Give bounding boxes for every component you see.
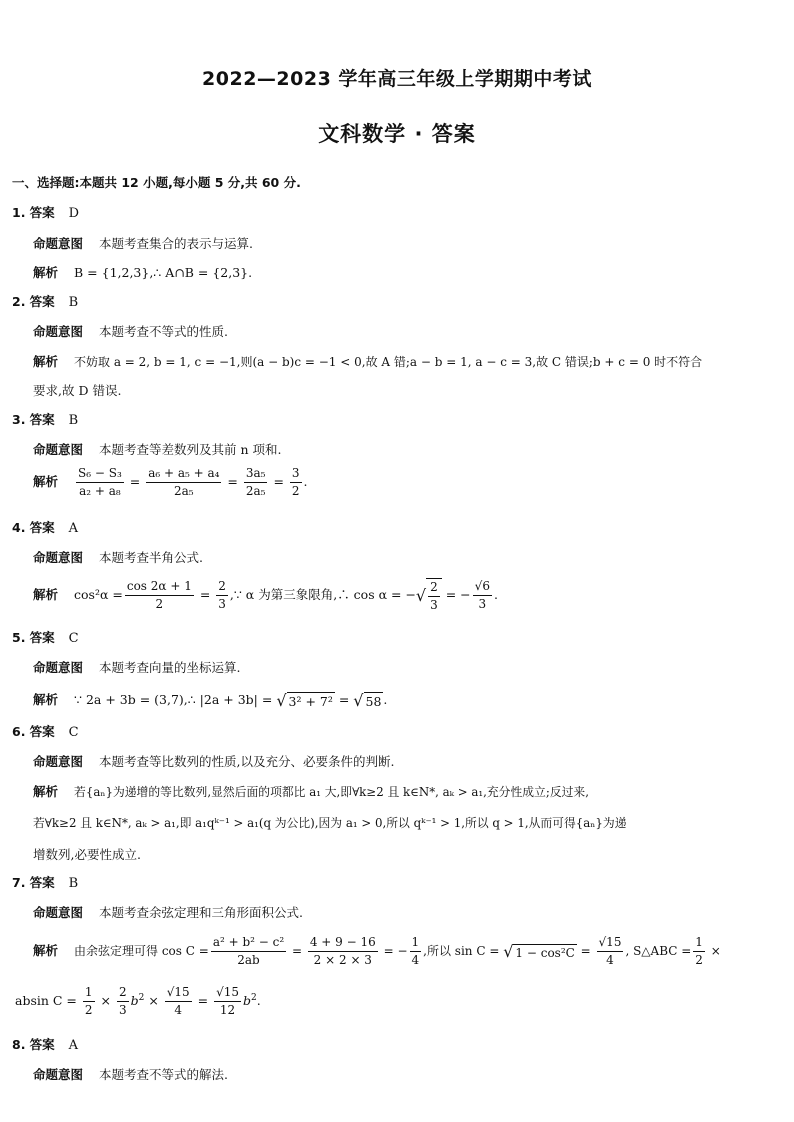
question-2-answer: 2. 答案 B xyxy=(12,294,79,310)
question-6-analysis-cont: 若∀k≥2 且 k∈N*, aₖ > a₁,即 a₁qᵏ⁻¹ > a₁(q 为公比),因为 a₁ > 0,所以 qᵏ⁻¹ > 1,所以 q > 1,从而可得{aₙ}为递 xyxy=(33,816,627,830)
answer-value: D xyxy=(68,206,80,221)
section-heading: 一、选择题:本题共 12 小题,每小题 5 分,共 60 分. xyxy=(12,175,301,190)
fraction: $\frac{4 + 9 - 16}{2 \times 2 \times 3}$ xyxy=(309,935,376,967)
fraction: $\frac{√15}{12}$ xyxy=(216,985,240,1017)
fraction: $\frac{3}{2}$ xyxy=(291,466,300,498)
fraction: $\frac{√15}{4}$ xyxy=(166,985,190,1017)
question-7-intent: 命题意图 本题考查余弦定理和三角形面积公式. xyxy=(33,905,303,920)
square-root: √ 3² + 7² xyxy=(276,691,333,710)
exam-title: 2022—2023 学年高三年级上学期期中考试 xyxy=(202,68,592,90)
question-5-intent: 命题意图 本题考查向量的坐标运算. xyxy=(33,660,241,675)
square-root: √ 1 − cos²C xyxy=(503,942,575,961)
question-6-intent: 命题意图 本题考查等比数列的性质,以及充分、必要条件的判断. xyxy=(33,754,395,769)
question-4-analysis: 解析 cos²α = $\frac{\cos 2\alpha + 1}{2}$ = $\frac{2}{3}$ ,∵ α 为第三象限角,∴ cos α = −√ $\frac{2}{3}$ = − $\frac{√6}{3}$ . xyxy=(33,579,498,612)
question-7-analysis-cont: absin C = $\frac{1}{2}$ × $\frac{2}{3}$ $b^2$ × $\frac{√15}{4}$ = $\frac{√15}{12}$ $b^2$. xyxy=(15,985,261,1017)
square-root: √ 58 xyxy=(353,691,382,710)
question-2-analysis: 解析 不妨取 a = 2, b = 1, c = −1,则(a − b)c = −1 < 0,故 A 错;a − b = 1, a − c = 3,故 C 错误;b + c = 0 时不符合 xyxy=(33,354,703,369)
question-1-analysis: 解析 B = {1,2,3},∴ A∩B = {2,3}. xyxy=(33,265,253,280)
question-2-analysis-cont: 要求,故 D 错误. xyxy=(33,383,122,398)
question-2-intent: 命题意图 本题考查不等式的性质. xyxy=(33,324,228,339)
fraction: $\frac{\text{a₆ + a₅ + a₄}}{\text{2a₅}}$ xyxy=(148,466,220,498)
fraction: $\frac{1}{4}$ xyxy=(411,935,420,967)
question-7-answer: 7. 答案 B xyxy=(12,875,79,891)
fraction: $\frac{\cos 2\alpha + 1}{2}$ xyxy=(126,579,192,611)
fraction: $\frac{\text{a² + b² − c²}}{2ab}$ xyxy=(212,935,285,967)
fraction: $\frac{\text{S₆ − S₃}}{\text{a₂ + a₈}}$ xyxy=(78,466,122,498)
question-1-answer: 1. 答案 D xyxy=(12,205,80,221)
fraction: $\frac{√15}{4}$ xyxy=(598,935,622,967)
question-3-analysis: 解析 $\frac{\text{S₆ − S₃}}{\text{a₂ + a₈}}$ = $\frac{\text{a₆ + a₅ + a₄}}{\text{2a₅}}$ = $\frac{\text{3a₅}}{\text{2a₅}}$ = $\frac{3}{2}$ . xyxy=(33,466,308,498)
question-4-answer: 4. 答案 A xyxy=(12,520,78,536)
question-4-intent: 命题意图 本题考查半角公式. xyxy=(33,550,203,565)
question-5-analysis: 解析 ∵ 2a + 3b = (3,7),∴ |2a + 3b| = √ 3² + 7² = √ 58 . xyxy=(33,691,388,710)
question-6-answer: 6. 答案 C xyxy=(12,724,79,740)
fraction: $\frac{\text{3a₅}}{\text{2a₅}}$ xyxy=(245,466,266,498)
question-3-answer: 3. 答案 B xyxy=(12,412,79,428)
fraction: $\frac{1}{2}$ xyxy=(84,985,93,1017)
question-1-intent: 命题意图 本题考查集合的表示与运算. xyxy=(33,236,253,251)
question-6-analysis: 解析 若{aₙ}为递增的等比数列,显然后面的项都比 a₁ 大,即∀k≥2 且 k∈N*, aₖ > a₁,充分性成立;反过来, xyxy=(33,784,589,799)
fraction: $\frac{2}{3}$ xyxy=(218,579,226,611)
question-6-analysis-cont2: 增数列,必要性成立. xyxy=(33,847,141,862)
fraction: $\frac{1}{2}$ xyxy=(695,935,703,967)
question-5-answer: 5. 答案 C xyxy=(12,630,79,646)
question-3-intent: 命题意图 本题考查等差数列及其前 n 项和. xyxy=(33,442,282,457)
question-8-answer: 8. 答案 A xyxy=(12,1037,78,1053)
question-8-intent: 命题意图 本题考查不等式的解法. xyxy=(33,1067,228,1082)
exam-subtitle: 文科数学 · 答案 xyxy=(318,122,476,146)
fraction: $\frac{√6}{3}$ xyxy=(474,579,490,611)
question-7-analysis: 解析 由余弦定理可得 cos C = $\frac{\text{a² + b² − c²}}{2ab}$ = $\frac{4 + 9 - 16}{2 \times 2 \times 3}$ = − $\frac{1}{4}$ ,所以 sin C = √ 1 − cos²C = $\frac{√15}{4}$ , S△ABC = $\frac{1}{2}$ × xyxy=(33,935,721,967)
square-root: √ $\frac{2}{3}$ xyxy=(416,578,442,613)
fraction: $\frac{2}{3}$ xyxy=(118,985,127,1017)
